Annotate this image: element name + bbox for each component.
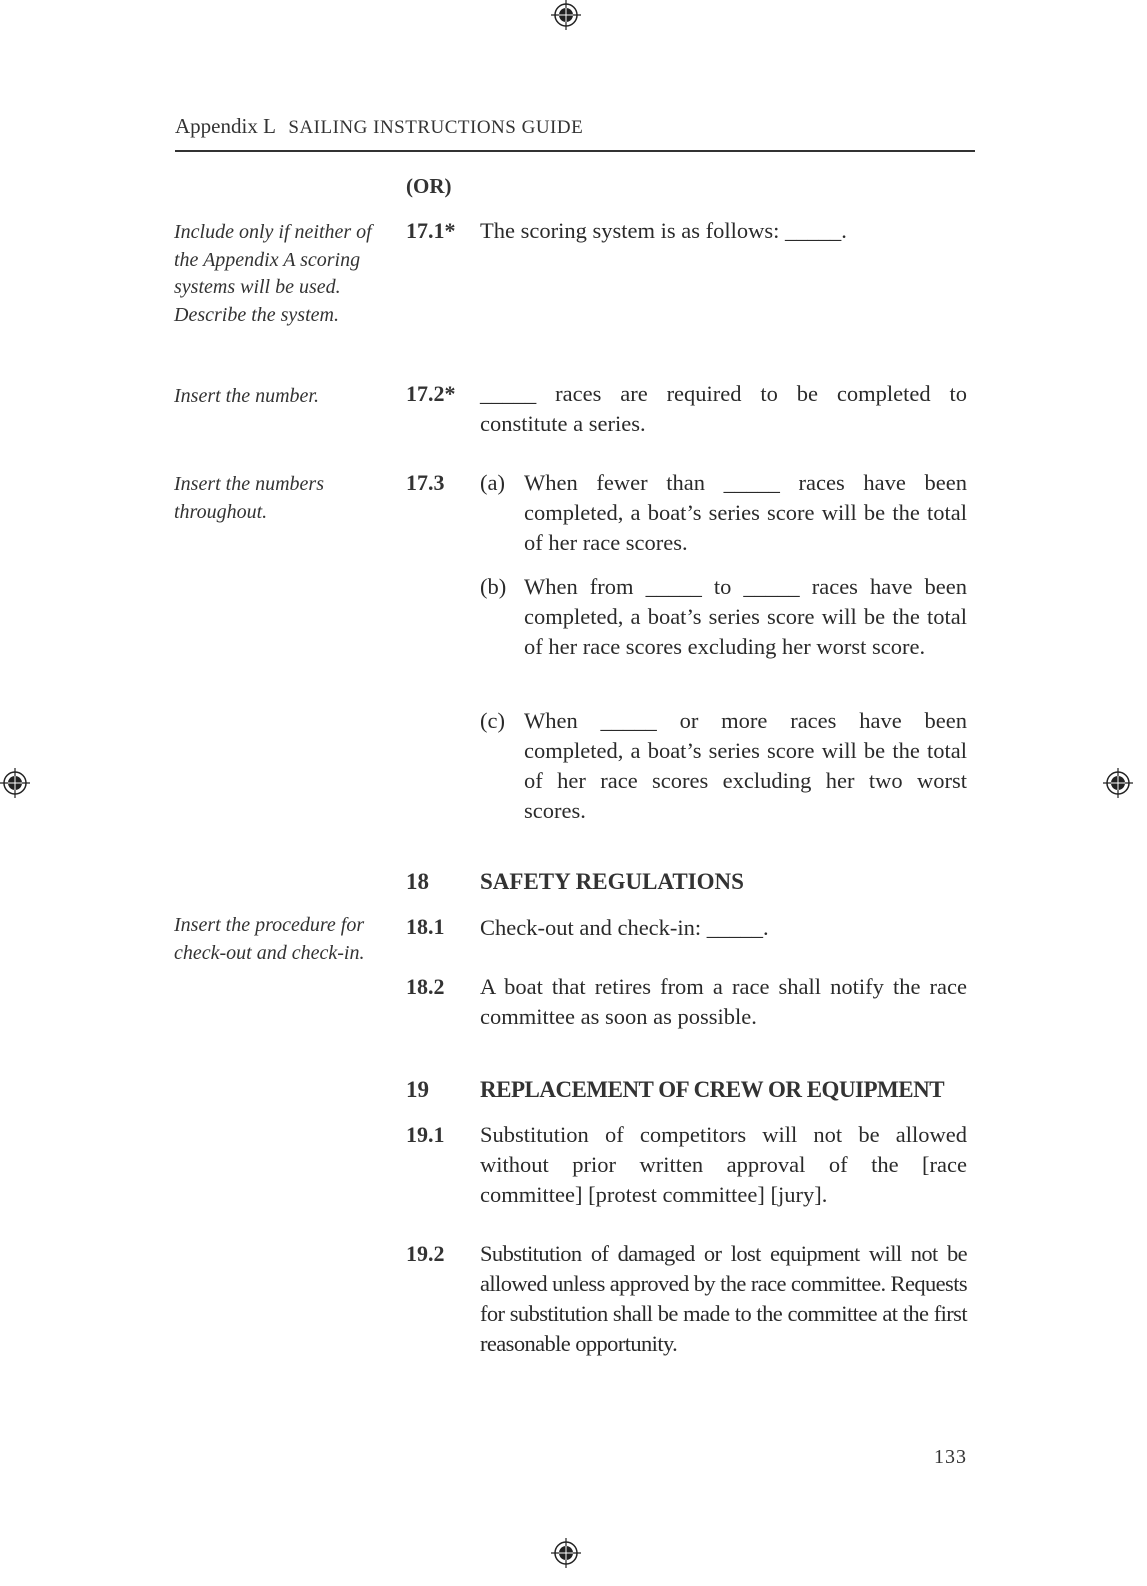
rule-number-18-2: 18.2 — [406, 974, 445, 999]
registration-mark-icon — [551, 1538, 581, 1568]
rule-number-17-1: 17.1* — [406, 218, 456, 243]
section-title-19: REPLACEMENT OF CREW OR EQUIPMENT — [480, 1077, 945, 1102]
rule-text-17-2: _____ races are required to be completed to constitute a series. — [480, 381, 967, 436]
header-rule — [175, 150, 975, 152]
rule-number-19-1: 19.1 — [406, 1122, 445, 1147]
registration-mark-icon — [551, 0, 581, 30]
sub-text-a: When fewer than _____ races have been completed, a boat’s series score will be the total of her race scores. — [524, 470, 967, 555]
margin-note-17-3: Insert the numbers throughout. — [174, 473, 324, 523]
header-appendix: Appendix L — [175, 114, 276, 138]
section-number-19: 19 — [406, 1077, 429, 1102]
section-number-18: 18 — [406, 869, 429, 894]
or-label: (OR) — [406, 174, 452, 198]
sub-label-b: (b) — [480, 574, 507, 599]
sub-label-a: (a) — [480, 470, 505, 495]
registration-mark-icon — [0, 768, 30, 798]
header-title: SAILING INSTRUCTIONS GUIDE — [288, 117, 584, 138]
rule-text-18-1: Check-out and check-in: _____. — [480, 915, 769, 940]
rule-number-19-2: 19.2 — [406, 1241, 445, 1266]
rule-text-19-2: Substitution of damaged or lost equipment will not be allowed unless approved by the race committee. Requests for substitution shall be made to the committee at the first reasonable opportunity. — [480, 1241, 967, 1356]
sub-text-c: When _____ or more races have been completed, a boat’s series score will be the total of her race scores excluding her two worst scores. — [524, 708, 967, 823]
rule-text-17-1: The scoring system is as follows: _____. — [480, 218, 847, 243]
rule-number-18-1: 18.1 — [406, 914, 445, 939]
margin-note-17-2: Insert the number. — [174, 385, 319, 407]
sub-label-c: (c) — [480, 708, 505, 733]
rule-text-18-2: A boat that retires from a race shall notify the race committee as soon as possible. — [480, 974, 967, 1029]
section-title-18: SAFETY REGULATIONS — [480, 869, 744, 894]
margin-note-18-1: Insert the procedure for check-out and check-in. — [174, 914, 365, 964]
rule-number-17-3: 17.3 — [406, 470, 445, 495]
sub-text-b: When from _____ to _____ races have been completed, a boat’s series score will be the total of her race scores excluding her worst score. — [524, 574, 967, 659]
rule-number-17-2: 17.2* — [406, 381, 456, 406]
rule-text-19-1: Substitution of competitors will not be allowed without prior written approval of the [race committee] [protest committee] [jury]. — [480, 1122, 967, 1207]
page-number: 133 — [934, 1446, 967, 1468]
margin-note-17-1: Include only if neither of the Appendix A scoring systems will be used. Describe the system. — [174, 221, 372, 326]
registration-mark-icon — [1103, 768, 1133, 798]
running-header — [175, 114, 975, 139]
